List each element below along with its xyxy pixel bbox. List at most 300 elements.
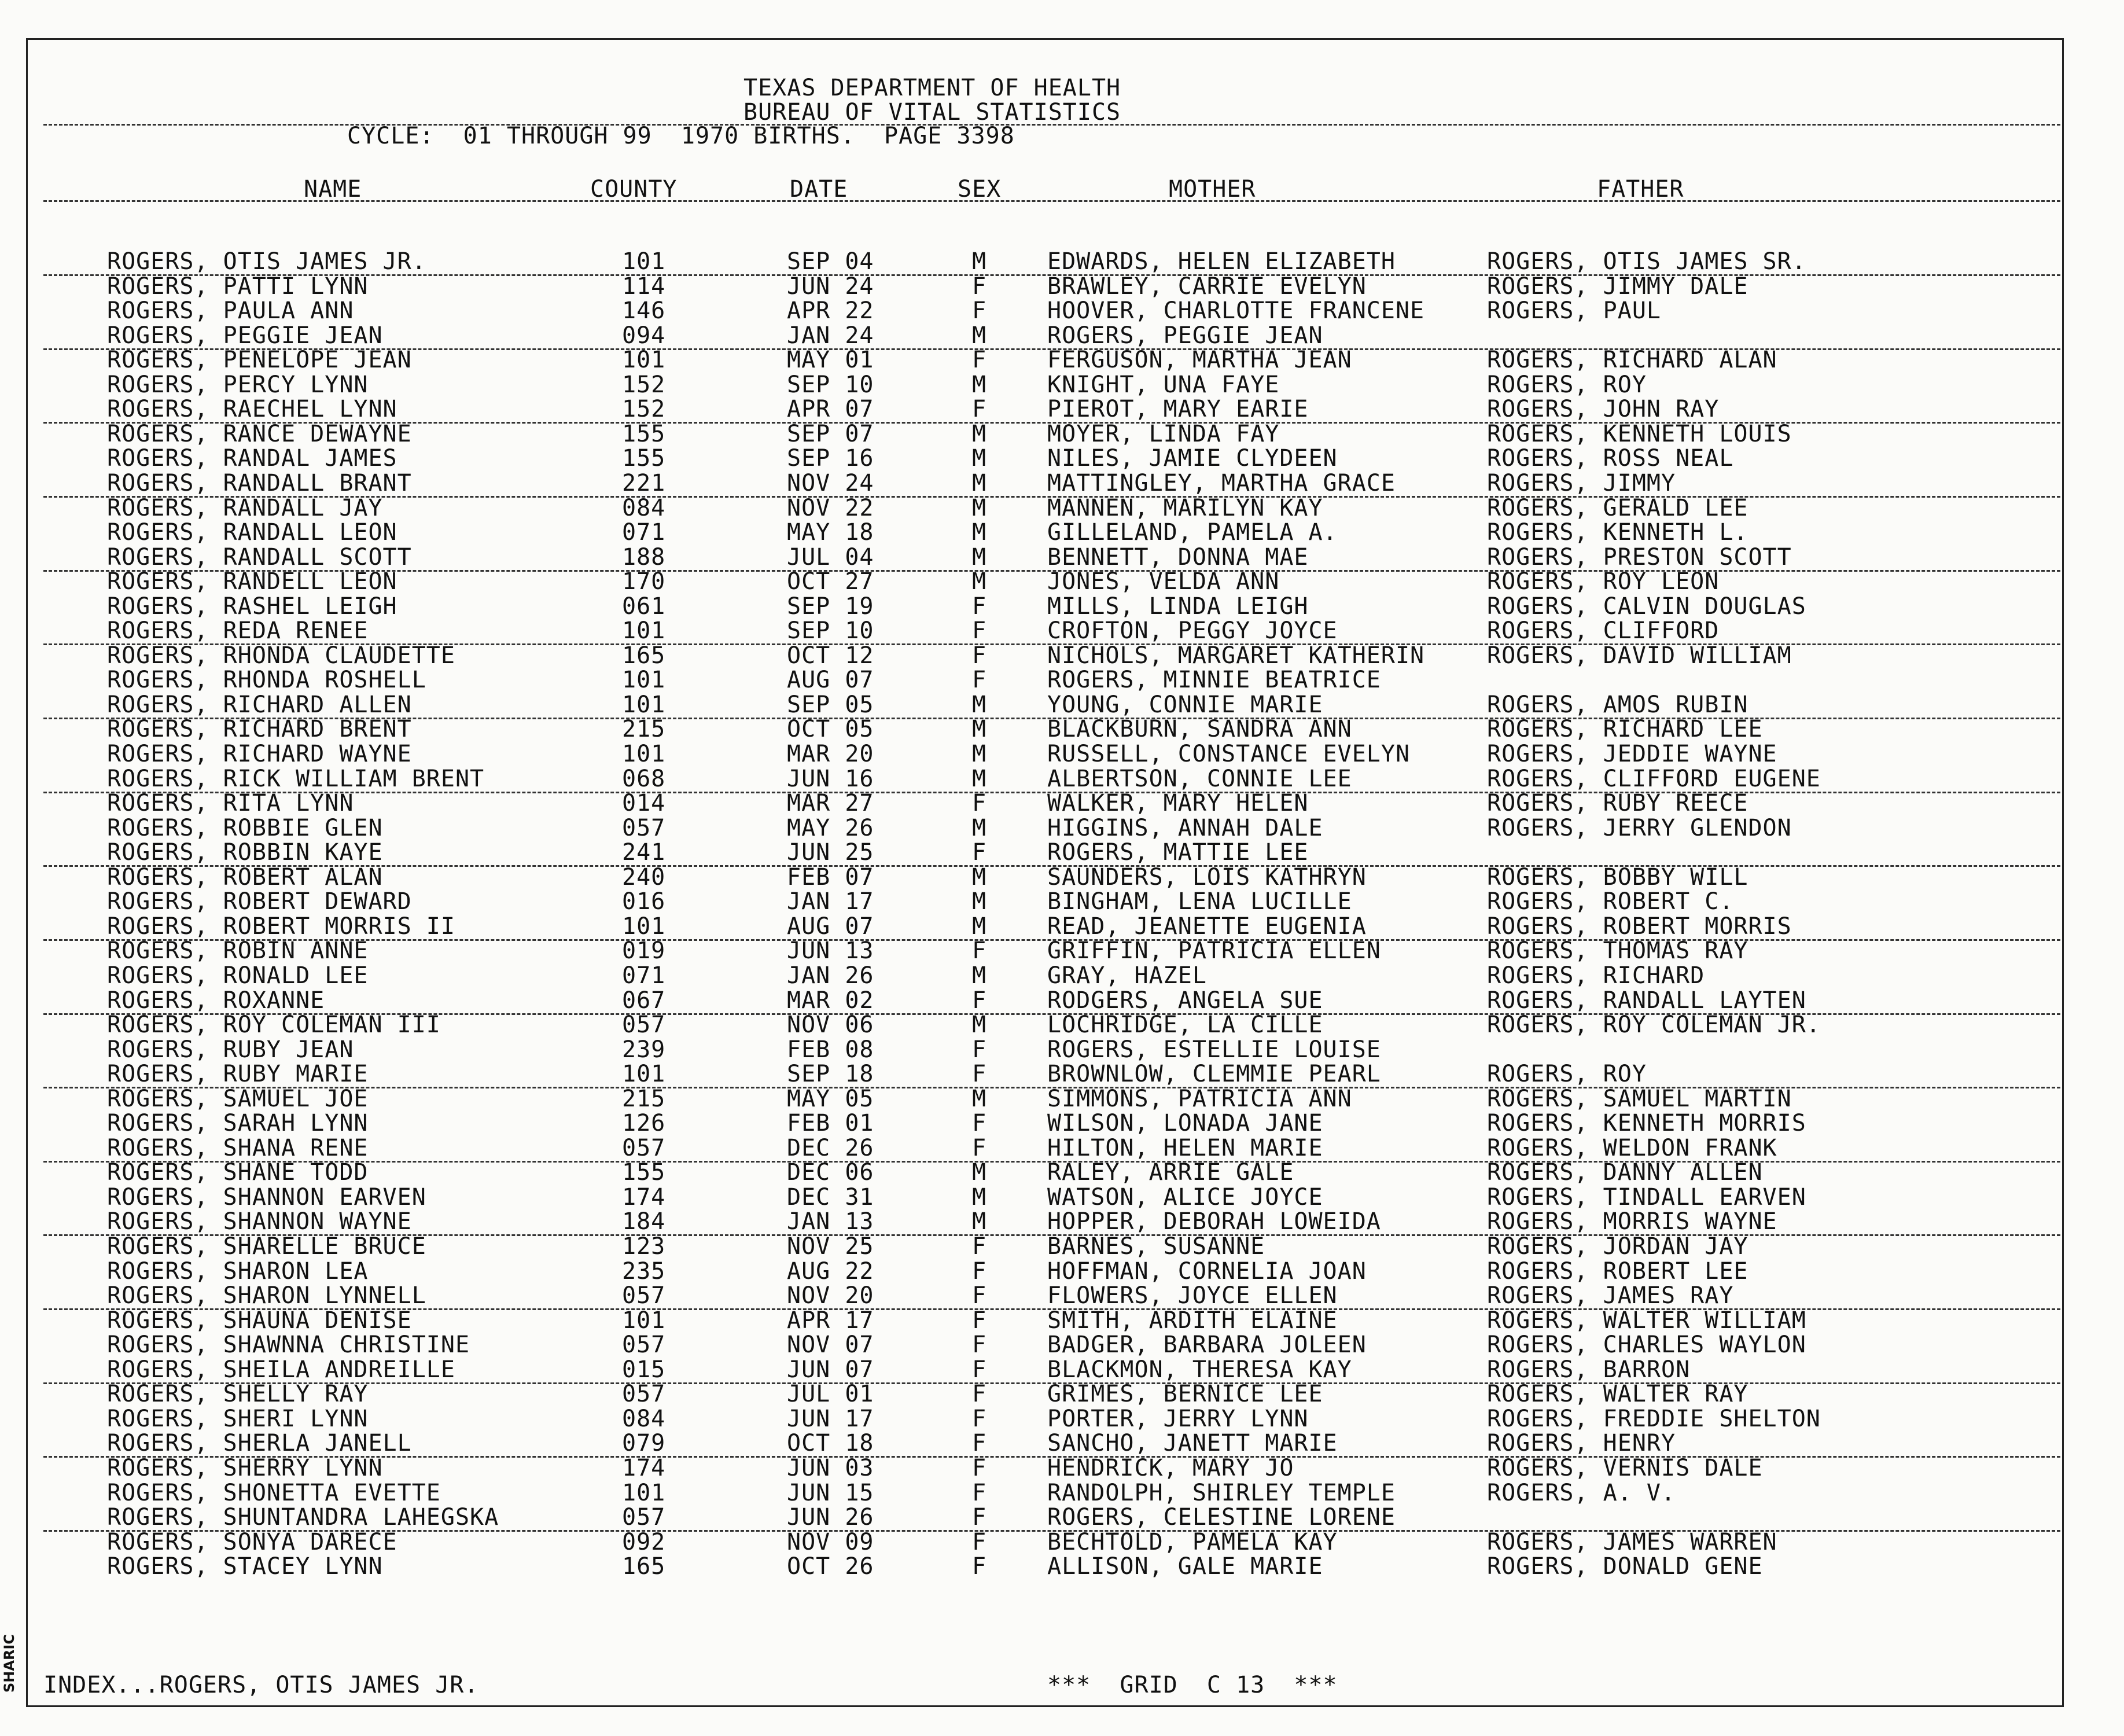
cell-name: ROGERS, RAECHEL LYNN bbox=[107, 396, 397, 423]
cell-county: 101 bbox=[622, 1307, 666, 1334]
cell-county: 165 bbox=[622, 1553, 666, 1580]
cell-father: ROGERS, TINDALL EARVEN bbox=[1487, 1183, 1806, 1211]
cell-county: 155 bbox=[622, 420, 666, 447]
cell-mother: BENNETT, DONNA MAE bbox=[1047, 543, 1309, 571]
cell-name: ROGERS, RONALD LEE bbox=[107, 962, 369, 989]
column-header-county: COUNTY bbox=[590, 176, 678, 203]
cell-father: ROGERS, JAMES RAY bbox=[1487, 1282, 1734, 1310]
cell-date: NOV 09 bbox=[787, 1528, 874, 1555]
cell-county: 057 bbox=[622, 1012, 666, 1039]
cell-date: JUN 16 bbox=[787, 765, 874, 792]
cell-county: 101 bbox=[622, 913, 666, 940]
cell-sex: M bbox=[972, 765, 987, 792]
cell-sex: M bbox=[972, 420, 987, 447]
cell-father: ROGERS, RICHARD LEE bbox=[1487, 716, 1763, 743]
cell-county: 084 bbox=[622, 494, 666, 521]
cell-name: ROGERS, RANDALL SCOTT bbox=[107, 543, 412, 571]
cell-father: ROGERS, VERNIS DALE bbox=[1487, 1454, 1763, 1481]
cell-father: ROGERS, AMOS RUBIN bbox=[1487, 691, 1748, 718]
cell-name: ROGERS, RICHARD WAYNE bbox=[107, 741, 412, 767]
cell-mother: HOFFMAN, CORNELIA JOAN bbox=[1047, 1257, 1367, 1285]
cell-sex: F bbox=[972, 1332, 987, 1359]
cell-name: ROGERS, SAMUEL JOE bbox=[107, 1085, 369, 1112]
cell-date: DEC 31 bbox=[787, 1183, 874, 1211]
cell-father: ROGERS, CLIFFORD EUGENE bbox=[1487, 765, 1821, 792]
cell-county: 101 bbox=[622, 741, 666, 767]
cell-father: ROGERS, RUBY REECE bbox=[1487, 790, 1748, 817]
cell-county: 152 bbox=[622, 371, 666, 398]
cell-sex: M bbox=[972, 863, 987, 891]
cell-mother: SMITH, ARDITH ELAINE bbox=[1047, 1307, 1338, 1334]
cell-sex: M bbox=[972, 814, 987, 841]
cell-county: 101 bbox=[622, 347, 666, 374]
cell-name: ROGERS, STACEY LYNN bbox=[107, 1553, 383, 1580]
cell-sex: F bbox=[972, 593, 987, 620]
cell-father: ROGERS, ROBERT MORRIS bbox=[1487, 913, 1792, 940]
cell-date: MAY 01 bbox=[787, 347, 874, 374]
cell-mother: PORTER, JERRY LYNN bbox=[1047, 1405, 1309, 1432]
cell-sex: F bbox=[972, 1356, 987, 1383]
cell-mother: HOPPER, DEBORAH LOWEIDA bbox=[1047, 1208, 1381, 1235]
cell-sex: F bbox=[972, 273, 987, 300]
column-header-sex: SEX bbox=[958, 176, 1002, 203]
cell-county: 215 bbox=[622, 1085, 666, 1112]
cell-mother: EDWARDS, HELEN ELIZABETH bbox=[1047, 248, 1396, 275]
cell-county: 057 bbox=[622, 1381, 666, 1408]
cell-sex: M bbox=[972, 741, 987, 767]
cell-father: ROGERS, JIMMY bbox=[1487, 469, 1676, 496]
cell-county: 239 bbox=[622, 1036, 666, 1063]
cell-father: ROGERS, PRESTON SCOTT bbox=[1487, 543, 1792, 571]
cell-date: MAY 05 bbox=[787, 1085, 874, 1112]
cell-sex: M bbox=[972, 519, 987, 546]
cell-father: ROGERS, BARRON bbox=[1487, 1356, 1691, 1383]
cell-name: ROGERS, SHERI LYNN bbox=[107, 1405, 369, 1432]
cell-county: 170 bbox=[622, 568, 666, 595]
cell-sex: F bbox=[972, 987, 987, 1014]
cell-name: ROGERS, RITA LYNN bbox=[107, 790, 354, 817]
cell-sex: M bbox=[972, 691, 987, 718]
cell-sex: F bbox=[972, 642, 987, 669]
cell-mother: BARNES, SUSANNE bbox=[1047, 1233, 1265, 1260]
cell-mother: BECHTOLD, PAMELA KAY bbox=[1047, 1528, 1338, 1555]
cell-sex: F bbox=[972, 839, 987, 866]
cell-father: ROGERS, ROBERT LEE bbox=[1487, 1257, 1748, 1285]
cell-father: ROGERS, CLIFFORD bbox=[1487, 617, 1720, 645]
cell-date: AUG 07 bbox=[787, 667, 874, 694]
cell-county: 101 bbox=[622, 248, 666, 275]
cell-name: ROGERS, SARAH LYNN bbox=[107, 1110, 369, 1137]
cell-county: 101 bbox=[622, 667, 666, 694]
cell-sex: M bbox=[972, 494, 987, 521]
cell-name: ROGERS, RHONDA CLAUDETTE bbox=[107, 642, 455, 669]
cell-county: 067 bbox=[622, 987, 666, 1014]
cell-county: 057 bbox=[622, 814, 666, 841]
cell-sex: M bbox=[972, 1183, 987, 1211]
cell-father: ROGERS, KENNETH LOUIS bbox=[1487, 420, 1792, 447]
cell-sex: M bbox=[972, 1159, 987, 1186]
cell-county: 114 bbox=[622, 273, 666, 300]
cell-name: ROGERS, RICHARD ALLEN bbox=[107, 691, 412, 718]
cell-name: ROGERS, ROY COLEMAN III bbox=[107, 1012, 441, 1039]
cell-name: ROGERS, RANDAL JAMES bbox=[107, 445, 397, 472]
cell-father: ROGERS, MORRIS WAYNE bbox=[1487, 1208, 1777, 1235]
cell-mother: RALEY, ARRIE GALE bbox=[1047, 1159, 1294, 1186]
cell-county: 057 bbox=[622, 1332, 666, 1359]
column-header-father: FATHER bbox=[1597, 176, 1684, 203]
cell-county: 094 bbox=[622, 322, 666, 349]
cell-county: 092 bbox=[622, 1528, 666, 1555]
cell-date: JAN 17 bbox=[787, 888, 874, 915]
cell-mother: BINGHAM, LENA LUCILLE bbox=[1047, 888, 1352, 915]
cell-father: ROGERS, OTIS JAMES SR. bbox=[1487, 248, 1806, 275]
cell-mother: BLACKBURN, SANDRA ANN bbox=[1047, 716, 1352, 743]
cell-sex: F bbox=[972, 1257, 987, 1285]
cell-sex: M bbox=[972, 716, 987, 743]
cell-date: SEP 07 bbox=[787, 420, 874, 447]
grid-label: *** GRID C 13 *** bbox=[1047, 1672, 1338, 1698]
cell-name: ROGERS, OTIS JAMES JR. bbox=[107, 248, 426, 275]
cell-date: OCT 12 bbox=[787, 642, 874, 669]
cell-date: FEB 08 bbox=[787, 1036, 874, 1063]
cell-date: APR 07 bbox=[787, 396, 874, 423]
cell-sex: F bbox=[972, 1307, 987, 1334]
cell-county: 235 bbox=[622, 1257, 666, 1285]
cell-county: 101 bbox=[622, 617, 666, 645]
cell-name: ROGERS, ROBIN ANNE bbox=[107, 937, 369, 965]
cell-father: ROGERS, RICHARD bbox=[1487, 962, 1705, 989]
cell-sex: F bbox=[972, 667, 987, 694]
cell-sex: F bbox=[972, 1282, 987, 1310]
cell-mother: ROGERS, MINNIE BEATRICE bbox=[1047, 667, 1381, 694]
cell-sex: F bbox=[972, 1528, 987, 1555]
cell-county: 057 bbox=[622, 1504, 666, 1531]
cell-county: 101 bbox=[622, 691, 666, 718]
cell-name: ROGERS, RICK WILLIAM BRENT bbox=[107, 765, 485, 792]
cell-county: 057 bbox=[622, 1282, 666, 1310]
cell-mother: ROGERS, MATTIE LEE bbox=[1047, 839, 1309, 866]
cell-sex: M bbox=[972, 913, 987, 940]
cell-date: DEC 26 bbox=[787, 1134, 874, 1161]
cell-name: ROGERS, PEGGIE JEAN bbox=[107, 322, 383, 349]
cell-name: ROGERS, ROBERT ALAN bbox=[107, 863, 383, 891]
cell-name: ROGERS, ROXANNE bbox=[107, 987, 325, 1014]
cell-father: ROGERS, THOMAS RAY bbox=[1487, 937, 1748, 965]
cell-county: 101 bbox=[622, 1479, 666, 1506]
cell-sex: F bbox=[972, 1479, 987, 1506]
cell-sex: F bbox=[972, 396, 987, 423]
cell-county: 188 bbox=[622, 543, 666, 571]
cell-sex: M bbox=[972, 445, 987, 472]
cell-sex: F bbox=[972, 347, 987, 374]
cell-father: ROGERS, JEDDIE WAYNE bbox=[1487, 741, 1777, 767]
cell-date: DEC 06 bbox=[787, 1159, 874, 1186]
cell-name: ROGERS, SHERLA JANELL bbox=[107, 1430, 412, 1457]
cell-father: ROGERS, ROY bbox=[1487, 1061, 1647, 1088]
cell-date: JUN 25 bbox=[787, 839, 874, 866]
cell-father: ROGERS, JOHN RAY bbox=[1487, 396, 1720, 423]
cell-county: 126 bbox=[622, 1110, 666, 1137]
cell-mother: ALBERTSON, CONNIE LEE bbox=[1047, 765, 1352, 792]
cell-mother: JONES, VELDA ANN bbox=[1047, 568, 1280, 595]
cell-name: ROGERS, SHAUNA DENISE bbox=[107, 1307, 412, 1334]
cell-county: 016 bbox=[622, 888, 666, 915]
cell-name: ROGERS, SHARELLE BRUCE bbox=[107, 1233, 426, 1260]
cell-mother: WALKER, MARY HELEN bbox=[1047, 790, 1309, 817]
cell-date: OCT 18 bbox=[787, 1430, 874, 1457]
cell-date: NOV 25 bbox=[787, 1233, 874, 1260]
cell-mother: YOUNG, CONNIE MARIE bbox=[1047, 691, 1323, 718]
column-header-rule bbox=[43, 200, 2060, 202]
cell-name: ROGERS, RANDELL LEON bbox=[107, 568, 397, 595]
cell-name: ROGERS, PENELOPE JEAN bbox=[107, 347, 412, 374]
cell-name: ROGERS, PERCY LYNN bbox=[107, 371, 369, 398]
cell-name: ROGERS, RANCE DEWAYNE bbox=[107, 420, 412, 447]
cell-mother: SANCHO, JANETT MARIE bbox=[1047, 1430, 1338, 1457]
cell-mother: RANDOLPH, SHIRLEY TEMPLE bbox=[1047, 1479, 1396, 1506]
cell-name: ROGERS, RANDALL JAY bbox=[107, 494, 383, 521]
cell-date: MAY 18 bbox=[787, 519, 874, 546]
cell-date: SEP 04 bbox=[787, 248, 874, 275]
cell-county: 241 bbox=[622, 839, 666, 866]
cell-sex: M bbox=[972, 1085, 987, 1112]
cell-father: ROGERS, ROY COLEMAN JR. bbox=[1487, 1012, 1821, 1039]
cell-date: APR 17 bbox=[787, 1307, 874, 1334]
cell-mother: WATSON, ALICE JOYCE bbox=[1047, 1183, 1323, 1211]
cell-father: ROGERS, RANDALL LAYTEN bbox=[1487, 987, 1806, 1014]
cell-date: JAN 26 bbox=[787, 962, 874, 989]
cell-father: ROGERS, WALTER RAY bbox=[1487, 1381, 1748, 1408]
cell-sex: F bbox=[972, 1134, 987, 1161]
cell-sex: M bbox=[972, 962, 987, 989]
cell-father: ROGERS, FREDDIE SHELTON bbox=[1487, 1405, 1821, 1432]
cell-sex: M bbox=[972, 322, 987, 349]
cell-father: ROGERS, ROBERT C. bbox=[1487, 888, 1734, 915]
cell-county: 068 bbox=[622, 765, 666, 792]
cell-sex: M bbox=[972, 371, 987, 398]
cell-mother: BROWNLOW, CLEMMIE PEARL bbox=[1047, 1061, 1381, 1088]
cell-mother: HENDRICK, MARY JO bbox=[1047, 1454, 1294, 1481]
cell-father: ROGERS, CALVIN DOUGLAS bbox=[1487, 593, 1806, 620]
cell-sex: F bbox=[972, 1381, 987, 1408]
cell-county: 101 bbox=[622, 1061, 666, 1088]
cell-sex: F bbox=[972, 1061, 987, 1088]
cell-father: ROGERS, JAMES WARREN bbox=[1487, 1528, 1777, 1555]
cell-county: 215 bbox=[622, 716, 666, 743]
cell-sex: M bbox=[972, 1208, 987, 1235]
cell-date: MAR 20 bbox=[787, 741, 874, 767]
cell-father: ROGERS, JERRY GLENDON bbox=[1487, 814, 1792, 841]
cell-mother: GILLELAND, PAMELA A. bbox=[1047, 519, 1338, 546]
cell-mother: BLACKMON, THERESA KAY bbox=[1047, 1356, 1352, 1383]
cell-county: 184 bbox=[622, 1208, 666, 1235]
cell-name: ROGERS, ROBERT MORRIS II bbox=[107, 913, 455, 940]
cell-date: SEP 05 bbox=[787, 691, 874, 718]
cell-mother: RODGERS, ANGELA SUE bbox=[1047, 987, 1323, 1014]
cell-name: ROGERS, RANDALL BRANT bbox=[107, 469, 412, 496]
cell-date: JAN 13 bbox=[787, 1208, 874, 1235]
cell-date: AUG 07 bbox=[787, 913, 874, 940]
cell-name: ROGERS, RUBY MARIE bbox=[107, 1061, 369, 1088]
cell-county: 174 bbox=[622, 1183, 666, 1211]
cell-name: ROGERS, SHANA RENE bbox=[107, 1134, 369, 1161]
cell-father: ROGERS, ROY bbox=[1487, 371, 1647, 398]
cell-name: ROGERS, SHELLY RAY bbox=[107, 1381, 369, 1408]
column-header-name: NAME bbox=[304, 176, 362, 203]
cell-date: SEP 10 bbox=[787, 617, 874, 645]
cell-date: SEP 16 bbox=[787, 445, 874, 472]
cell-father: ROGERS, GERALD LEE bbox=[1487, 494, 1748, 521]
cell-mother: ALLISON, GALE MARIE bbox=[1047, 1553, 1323, 1580]
cell-date: MAR 02 bbox=[787, 987, 874, 1014]
cell-mother: READ, JEANETTE EUGENIA bbox=[1047, 913, 1367, 940]
column-header-mother: MOTHER bbox=[1169, 176, 1256, 203]
cell-sex: M bbox=[972, 543, 987, 571]
cell-father: ROGERS, CHARLES WAYLON bbox=[1487, 1332, 1806, 1359]
cell-sex: F bbox=[972, 1110, 987, 1137]
cell-county: 152 bbox=[622, 396, 666, 423]
cell-name: ROGERS, SHARON LYNNELL bbox=[107, 1282, 426, 1310]
cell-sex: F bbox=[972, 1553, 987, 1580]
cell-sex: F bbox=[972, 1504, 987, 1531]
column-header-date: DATE bbox=[790, 176, 848, 203]
cell-date: JUN 13 bbox=[787, 937, 874, 965]
cell-sex: F bbox=[972, 937, 987, 965]
cell-name: ROGERS, SONYA DARECE bbox=[107, 1528, 397, 1555]
cell-father: ROGERS, ROSS NEAL bbox=[1487, 445, 1734, 472]
cell-name: ROGERS, PATTI LYNN bbox=[107, 273, 369, 300]
cell-mother: PIEROT, MARY EARIE bbox=[1047, 396, 1309, 423]
cell-date: JUN 07 bbox=[787, 1356, 874, 1383]
cell-date: OCT 26 bbox=[787, 1553, 874, 1580]
cell-date: JAN 24 bbox=[787, 322, 874, 349]
cell-county: 155 bbox=[622, 445, 666, 472]
cell-name: ROGERS, SHANNON EARVEN bbox=[107, 1183, 426, 1211]
cell-name: ROGERS, SHERRY LYNN bbox=[107, 1454, 383, 1481]
cell-father: ROGERS, KENNETH MORRIS bbox=[1487, 1110, 1806, 1137]
cell-name: ROGERS, RASHEL LEIGH bbox=[107, 593, 397, 620]
cell-father: ROGERS, PAUL bbox=[1487, 297, 1661, 325]
cell-sex: F bbox=[972, 297, 987, 325]
cell-mother: BADGER, BARBARA JOLEEN bbox=[1047, 1332, 1367, 1359]
cell-father: ROGERS, DANNY ALLEN bbox=[1487, 1159, 1763, 1186]
cell-father: ROGERS, KENNETH L. bbox=[1487, 519, 1748, 546]
cell-mother: FERGUSON, MARTHA JEAN bbox=[1047, 347, 1352, 374]
cell-date: JUL 04 bbox=[787, 543, 874, 571]
cell-date: SEP 10 bbox=[787, 371, 874, 398]
cell-county: 079 bbox=[622, 1430, 666, 1457]
cell-county: 061 bbox=[622, 593, 666, 620]
cell-county: 174 bbox=[622, 1454, 666, 1481]
cell-sex: M bbox=[972, 248, 987, 275]
cell-county: 084 bbox=[622, 1405, 666, 1432]
cell-date: NOV 06 bbox=[787, 1012, 874, 1039]
cell-county: 123 bbox=[622, 1233, 666, 1260]
cell-name: ROGERS, ROBBIE GLEN bbox=[107, 814, 383, 841]
cell-sex: F bbox=[972, 1405, 987, 1432]
cell-date: APR 22 bbox=[787, 297, 874, 325]
cell-sex: F bbox=[972, 1454, 987, 1481]
cell-sex: M bbox=[972, 469, 987, 496]
cell-mother: NILES, JAMIE CLYDEEN bbox=[1047, 445, 1338, 472]
cell-date: JUN 24 bbox=[787, 273, 874, 300]
cell-date: JUN 15 bbox=[787, 1479, 874, 1506]
cell-father: ROGERS, RICHARD ALAN bbox=[1487, 347, 1777, 374]
cell-date: JUL 01 bbox=[787, 1381, 874, 1408]
cell-sex: F bbox=[972, 1430, 987, 1457]
cell-mother: HIGGINS, ANNAH DALE bbox=[1047, 814, 1323, 841]
cell-date: NOV 20 bbox=[787, 1282, 874, 1310]
cell-mother: HOOVER, CHARLOTTE FRANCENE bbox=[1047, 297, 1425, 325]
cell-father: ROGERS, A. V. bbox=[1487, 1479, 1676, 1506]
title-line-2: BUREAU OF VITAL STATISTICS bbox=[743, 99, 1121, 126]
cell-mother: LOCHRIDGE, LA CILLE bbox=[1047, 1012, 1323, 1039]
cell-name: ROGERS, ROBERT DEWARD bbox=[107, 888, 412, 915]
cell-mother: ROGERS, CELESTINE LORENE bbox=[1047, 1504, 1396, 1531]
cell-name: ROGERS, SHANE TODD bbox=[107, 1159, 369, 1186]
cell-mother: WILSON, LONADA JANE bbox=[1047, 1110, 1323, 1137]
cell-name: ROGERS, SHUNTANDRA LAHEGSKA bbox=[107, 1504, 499, 1531]
cell-mother: SIMMONS, PATRICIA ANN bbox=[1047, 1085, 1352, 1112]
cycle-line: CYCLE: 01 THROUGH 99 1970 BIRTHS. PAGE 3398 bbox=[347, 123, 1015, 149]
cell-date: FEB 07 bbox=[787, 863, 874, 891]
title-line-1: TEXAS DEPARTMENT OF HEALTH bbox=[743, 75, 1121, 101]
cell-date: NOV 24 bbox=[787, 469, 874, 496]
cell-mother: GRIMES, BERNICE LEE bbox=[1047, 1381, 1323, 1408]
cell-county: 071 bbox=[622, 962, 666, 989]
cell-county: 015 bbox=[622, 1356, 666, 1383]
cell-mother: SAUNDERS, LOIS KATHRYN bbox=[1047, 863, 1367, 891]
cell-sex: M bbox=[972, 888, 987, 915]
cell-name: ROGERS, PAULA ANN bbox=[107, 297, 354, 325]
cell-sex: M bbox=[972, 1012, 987, 1039]
cell-mother: MATTINGLEY, MARTHA GRACE bbox=[1047, 469, 1396, 496]
cell-name: ROGERS, RUBY JEAN bbox=[107, 1036, 354, 1063]
cell-mother: HILTON, HELEN MARIE bbox=[1047, 1134, 1323, 1161]
side-stamp: SHARIC bbox=[1, 1634, 17, 1693]
cell-sex: M bbox=[972, 568, 987, 595]
cell-name: ROGERS, RICHARD BRENT bbox=[107, 716, 412, 743]
cell-father: ROGERS, DAVID WILLIAM bbox=[1487, 642, 1792, 669]
cell-father: ROGERS, BOBBY WILL bbox=[1487, 863, 1748, 891]
cell-county: 057 bbox=[622, 1134, 666, 1161]
cell-date: NOV 22 bbox=[787, 494, 874, 521]
cell-date: JUN 03 bbox=[787, 1454, 874, 1481]
cell-date: JUN 17 bbox=[787, 1405, 874, 1432]
cell-mother: MILLS, LINDA LEIGH bbox=[1047, 593, 1309, 620]
cell-county: 014 bbox=[622, 790, 666, 817]
cell-mother: BRAWLEY, CARRIE EVELYN bbox=[1047, 273, 1367, 300]
cell-date: MAY 26 bbox=[787, 814, 874, 841]
cell-date: SEP 18 bbox=[787, 1061, 874, 1088]
cell-name: ROGERS, RANDALL LEON bbox=[107, 519, 397, 546]
header-rule bbox=[43, 124, 2060, 126]
cell-mother: RUSSELL, CONSTANCE EVELYN bbox=[1047, 741, 1411, 767]
cell-date: SEP 19 bbox=[787, 593, 874, 620]
cell-name: ROGERS, SHEILA ANDREILLE bbox=[107, 1356, 455, 1383]
cell-date: OCT 05 bbox=[787, 716, 874, 743]
cell-date: NOV 07 bbox=[787, 1332, 874, 1359]
cell-mother: CROFTON, PEGGY JOYCE bbox=[1047, 617, 1338, 645]
cell-name: ROGERS, SHONETTA EVETTE bbox=[107, 1479, 441, 1506]
cell-mother: MOYER, LINDA FAY bbox=[1047, 420, 1280, 447]
cell-county: 071 bbox=[622, 519, 666, 546]
cell-name: ROGERS, RHONDA ROSHELL bbox=[107, 667, 426, 694]
cell-mother: ROGERS, ESTELLIE LOUISE bbox=[1047, 1036, 1381, 1063]
cell-name: ROGERS, ROBBIN KAYE bbox=[107, 839, 383, 866]
cell-mother: MANNEN, MARILYN KAY bbox=[1047, 494, 1323, 521]
cell-mother: ROGERS, PEGGIE JEAN bbox=[1047, 322, 1323, 349]
